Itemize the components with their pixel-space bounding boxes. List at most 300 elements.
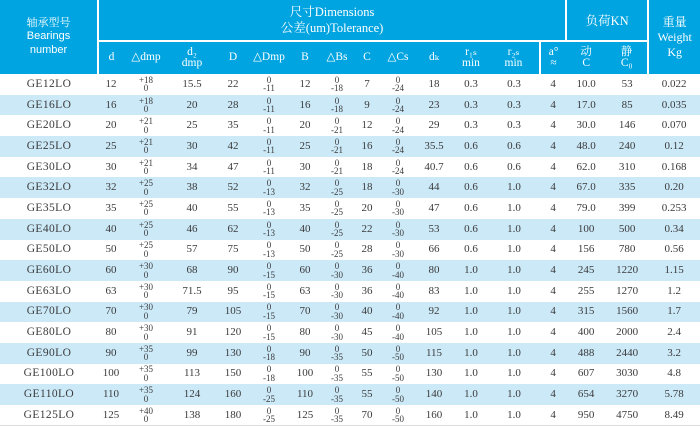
table-header [0, 0, 700, 74]
cell-dBs: 0 -35 [331, 364, 343, 383]
cell-d2dmp: 124 [183, 388, 201, 401]
cell-B: 110 [296, 388, 314, 401]
column-header-weight [648, 0, 700, 74]
cell-a: 4 [550, 305, 556, 318]
cell-weight: 0.070 [661, 119, 687, 132]
cell-weight: 2.4 [667, 326, 682, 339]
cell-dk: 92 [428, 305, 440, 318]
cell-dDmp: 0 -15 [263, 281, 275, 301]
cell-r1s-min: 1.0 [464, 326, 478, 339]
weight-header-zh: 重量 [662, 14, 687, 29]
cell-d: 60 [105, 264, 117, 277]
bearing-model: GE63LO [26, 284, 72, 297]
cell-B: 50 [299, 243, 311, 256]
cell-dk: 83 [428, 284, 440, 297]
cell-dyn-c: 100 [577, 222, 595, 235]
bearings-header-zh: 轴承型号 [26, 16, 71, 29]
cell-dBs: 0 -25 [331, 219, 343, 239]
cell-dk: 160 [425, 408, 443, 421]
cell-a: 4 [550, 408, 556, 421]
cell-r1s-min: 1.0 [464, 284, 478, 297]
bearing-model: GE50LO [26, 243, 72, 256]
cell-dCs: 0 -24 [392, 136, 404, 156]
cell-r1s-min: 0.6 [464, 139, 478, 152]
cell-d: 125 [102, 408, 120, 421]
cell-r1s-min: 1.0 [464, 305, 478, 318]
cell-r1s-min: 1.0 [464, 408, 478, 421]
cell-r1s-min: 0.3 [464, 77, 478, 90]
cell-d2dmp: 99 [186, 346, 198, 359]
cell-D: 150 [224, 367, 242, 380]
cell-d2dmp: 30 [186, 139, 198, 152]
column-header-a: a° ≈ [540, 41, 566, 74]
bearing-row-GE32LO [0, 177, 700, 198]
bearing-row-GE63LO [0, 281, 700, 302]
cell-r2s-min: 1.0 [507, 408, 521, 421]
column-header-r2s-min: r₂ₛ min [488, 41, 540, 74]
cell-dDmp: 0 -15 [263, 261, 275, 280]
cell-D: 160 [224, 388, 242, 401]
cell-d: 12 [105, 77, 117, 90]
cell-ddmp: +30 0 [138, 261, 154, 280]
column-header-dDmp: △Dmp [250, 41, 288, 74]
cell-stat-c0: 1220 [616, 264, 639, 277]
cell-weight: 1.15 [664, 264, 684, 277]
cell-r2s-min: 1.0 [507, 388, 521, 401]
cell-a: 4 [550, 98, 556, 111]
bearing-model: GE12LO [26, 77, 72, 90]
cell-d2dmp: 68 [186, 264, 198, 277]
cell-r2s-min: 0.6 [507, 160, 521, 173]
cell-d2dmp: 25 [186, 119, 198, 132]
cell-d: 32 [105, 181, 117, 194]
column-header-r1s-min: r₁ₛ min [454, 41, 488, 74]
cell-B: 90 [299, 346, 311, 359]
cell-ddmp: +25 0 [138, 198, 154, 218]
cell-stat-c0: 240 [618, 139, 636, 152]
cell-d: 50 [105, 243, 117, 256]
cell-d2dmp: 34 [186, 160, 198, 173]
cell-r1s-min: 0.6 [464, 222, 478, 235]
cell-C: 40 [361, 305, 373, 318]
cell-d2dmp: 113 [183, 367, 201, 380]
column-header-dk: dₖ [414, 41, 454, 74]
bearing-row-GE40LO [0, 219, 700, 240]
cell-D: 95 [227, 284, 239, 297]
column-header-D: D [216, 41, 250, 74]
cell-r1s-min: 0.3 [464, 98, 478, 111]
cell-dDmp: 0 -13 [263, 219, 275, 239]
cell-dBs: 0 -21 [331, 116, 343, 135]
cell-dyn-c: 62.0 [576, 160, 596, 173]
cell-dCs: 0 -30 [392, 240, 404, 259]
cell-dCs: 0 -30 [392, 198, 404, 218]
cell-d: 35 [105, 201, 117, 214]
cell-D: 47 [227, 160, 239, 173]
bearing-model: GE35LO [26, 201, 72, 214]
cell-dyn-c: 488 [577, 346, 595, 359]
cell-d: 40 [105, 222, 117, 235]
cell-stat-c0: 500 [618, 222, 636, 235]
cell-dk: 18 [428, 77, 440, 90]
column-header-dBs: △Bs [322, 41, 352, 74]
cell-a: 4 [550, 243, 556, 256]
weight-header-unit: Kg [667, 44, 682, 59]
cell-D: 35 [227, 119, 239, 132]
load-header-label: 负荷KN [585, 14, 629, 28]
cell-B: 30 [299, 160, 311, 173]
cell-dk: 47 [428, 201, 440, 214]
cell-C: 18 [361, 160, 373, 173]
cell-r2s-min: 1.0 [507, 243, 521, 256]
cell-r2s-min: 1.0 [507, 201, 521, 214]
cell-d2dmp: 40 [186, 201, 198, 214]
cell-C: 16 [361, 139, 373, 152]
bearing-model: GE100LO [23, 367, 75, 380]
cell-a: 4 [550, 346, 556, 359]
cell-dDmp: 0 -18 [263, 364, 275, 383]
cell-dBs: 0 -18 [331, 95, 343, 115]
cell-stat-c0: 2440 [616, 346, 639, 359]
cell-dBs: 0 -25 [331, 240, 343, 259]
cell-d: 90 [105, 346, 117, 359]
cell-dk: 66 [428, 243, 440, 256]
cell-B: 100 [296, 367, 314, 380]
cell-d2dmp: 20 [186, 98, 198, 111]
cell-r1s-min: 0.6 [464, 160, 478, 173]
cell-a: 4 [550, 367, 556, 380]
cell-C: 18 [361, 181, 373, 194]
cell-dk: 35.5 [424, 139, 444, 152]
cell-r1s-min: 1.0 [464, 367, 478, 380]
cell-C: 36 [361, 264, 373, 277]
bearing-row-GE80LO [0, 322, 700, 343]
cell-r2s-min: 1.0 [507, 181, 521, 194]
column-header-C: C [352, 41, 382, 74]
bearing-model: GE70LO [26, 305, 72, 318]
cell-ddmp: +35 0 [138, 364, 154, 383]
cell-dCs: 0 -40 [392, 302, 404, 321]
cell-r2s-min: 0.3 [507, 98, 521, 111]
cell-dBs: 0 -30 [331, 281, 343, 301]
cell-weight: 5.78 [664, 388, 684, 401]
cell-dCs: 0 -50 [392, 364, 404, 383]
cell-D: 180 [224, 408, 242, 421]
cell-C: 22 [361, 222, 373, 235]
cell-dCs: 0 -40 [392, 261, 404, 280]
cell-dBs: 0 -30 [331, 261, 343, 280]
cell-B: 12 [299, 77, 311, 90]
cell-C: 9 [364, 98, 370, 111]
cell-dBs: 0 -35 [331, 405, 343, 425]
cell-ddmp: +21 0 [138, 157, 154, 177]
cell-dk: 29 [428, 119, 440, 132]
cell-dyn-c: 48.0 [576, 139, 596, 152]
cell-r1s-min: 1.0 [464, 388, 478, 401]
bearing-model: GE60LO [26, 264, 72, 277]
cell-dk: 105 [425, 326, 443, 339]
cell-dk: 53 [428, 222, 440, 235]
cell-stat-c0: 146 [618, 119, 636, 132]
cell-stat-c0: 2000 [616, 326, 639, 339]
cell-a: 4 [550, 77, 556, 90]
cell-B: 40 [299, 222, 311, 235]
cell-D: 22 [227, 77, 239, 90]
cell-dBs: 0 -35 [331, 385, 343, 404]
cell-dDmp: 0 -11 [263, 157, 275, 177]
bearing-model: GE25LO [26, 139, 72, 152]
cell-r1s-min: 0.6 [464, 201, 478, 214]
bearing-row-GE16LO [0, 95, 700, 116]
cell-C: 36 [361, 284, 373, 297]
cell-a: 4 [550, 119, 556, 132]
cell-r2s-min: 1.0 [507, 367, 521, 380]
cell-ddmp: +35 0 [138, 385, 154, 404]
cell-dyn-c: 30.0 [576, 119, 596, 132]
cell-dyn-c: 79.0 [576, 201, 596, 214]
column-header-stat-c0: 静 C₀ [606, 41, 648, 74]
cell-dDmp: 0 -15 [263, 302, 275, 321]
cell-ddmp: +25 0 [138, 240, 154, 259]
cell-dDmp: 0 -15 [263, 323, 275, 342]
cell-d: 25 [105, 139, 117, 152]
subheader-row [0, 41, 700, 74]
cell-C: 45 [361, 326, 373, 339]
cell-dk: 115 [425, 346, 443, 359]
cell-r2s-min: 1.0 [507, 305, 521, 318]
cell-dk: 44 [428, 181, 440, 194]
column-header-d2dmp: d₂ dmp [168, 41, 216, 74]
dimensions-header-line1: 尺寸Dimensions [289, 5, 375, 19]
cell-stat-c0: 399 [618, 201, 636, 214]
cell-dyn-c: 67.0 [576, 181, 596, 194]
cell-B: 125 [296, 408, 314, 421]
bearing-row-GE30LO [0, 157, 700, 178]
cell-dyn-c: 654 [577, 388, 595, 401]
cell-dyn-c: 950 [577, 408, 595, 421]
cell-D: 28 [227, 98, 239, 111]
group-header-dimensions [98, 0, 566, 41]
cell-dCs: 0 -24 [392, 95, 404, 115]
cell-d2dmp: 91 [186, 326, 198, 339]
cell-B: 25 [299, 139, 311, 152]
cell-C: 7 [364, 77, 370, 90]
cell-a: 4 [550, 201, 556, 214]
cell-a: 4 [550, 388, 556, 401]
bearing-row-GE25LO [0, 136, 700, 157]
cell-stat-c0: 4750 [616, 408, 639, 421]
bearing-row-GE50LO [0, 240, 700, 261]
cell-ddmp: +21 0 [138, 116, 154, 135]
cell-stat-c0: 780 [618, 243, 636, 256]
cell-d2dmp: 46 [186, 222, 198, 235]
cell-C: 70 [361, 408, 373, 421]
cell-weight: 1.2 [667, 284, 682, 297]
cell-d: 20 [105, 119, 117, 132]
cell-dDmp: 0 -11 [263, 136, 275, 156]
bearing-row-GE20LO [0, 115, 700, 136]
bearing-row-GE125LO [0, 405, 700, 426]
cell-dDmp: 0 -25 [263, 405, 275, 425]
cell-C: 50 [361, 346, 373, 359]
cell-stat-c0: 335 [618, 181, 636, 194]
cell-stat-c0: 310 [618, 160, 636, 173]
cell-D: 55 [227, 201, 239, 214]
cell-stat-c0: 3270 [616, 388, 639, 401]
cell-dDmp: 0 -11 [263, 74, 275, 94]
cell-d: 16 [105, 98, 117, 111]
cell-D: 120 [224, 326, 242, 339]
cell-dDmp: 0 -18 [263, 343, 275, 363]
cell-weight: 0.035 [661, 98, 687, 111]
cell-ddmp: +30 0 [138, 323, 154, 342]
cell-ddmp: +21 0 [138, 136, 154, 156]
cell-d: 70 [105, 305, 117, 318]
cell-dDmp: 0 -13 [263, 198, 275, 218]
cell-dyn-c: 245 [577, 264, 595, 277]
cell-r1s-min: 0.3 [464, 119, 478, 132]
column-header-bearings-number [0, 0, 98, 74]
cell-D: 75 [227, 243, 239, 256]
cell-dBs: 0 -30 [331, 323, 343, 342]
cell-weight: 0.20 [664, 181, 684, 194]
column-header-dyn-c: 动 C [566, 41, 606, 74]
cell-ddmp: +25 0 [138, 219, 154, 239]
cell-dBs: 0 -35 [331, 343, 343, 363]
column-header-dCs: △Cs [382, 41, 414, 74]
bearing-model: GE30LO [26, 160, 72, 173]
bearing-row-GE35LO [0, 198, 700, 219]
cell-r1s-min: 0.6 [464, 243, 478, 256]
group-header-load-kn [566, 0, 648, 41]
cell-dDmp: 0 -11 [263, 95, 275, 115]
cell-dCs: 0 -24 [392, 157, 404, 177]
cell-ddmp: +18 0 [138, 74, 154, 94]
column-header-d: d [98, 41, 124, 74]
cell-weight: 8.49 [664, 408, 684, 421]
cell-B: 16 [299, 98, 311, 111]
cell-C: 12 [361, 119, 373, 132]
cell-stat-c0: 85 [621, 98, 633, 111]
cell-weight: 0.253 [661, 201, 687, 214]
cell-ddmp: +35 0 [138, 343, 154, 363]
cell-a: 4 [550, 139, 556, 152]
bearing-model: GE32LO [26, 181, 72, 194]
cell-dk: 40.7 [424, 160, 444, 173]
cell-dCs: 0 -24 [392, 74, 404, 94]
bearing-row-GE12LO [0, 74, 700, 95]
cell-C: 20 [361, 201, 373, 214]
cell-D: 52 [227, 181, 239, 194]
cell-d: 30 [105, 160, 117, 173]
bearing-model: GE125LO [23, 408, 75, 421]
cell-d2dmp: 71.5 [182, 284, 202, 297]
bearing-model: GE40LO [26, 222, 72, 235]
cell-a: 4 [550, 326, 556, 339]
cell-dBs: 0 -21 [331, 157, 343, 177]
cell-ddmp: +18 0 [138, 95, 154, 115]
bearing-row-GE60LO [0, 260, 700, 281]
bearing-row-GE110LO [0, 384, 700, 405]
cell-a: 4 [550, 222, 556, 235]
cell-dDmp: 0 -11 [263, 116, 275, 135]
cell-B: 80 [299, 326, 311, 339]
cell-ddmp: +30 0 [138, 302, 154, 321]
cell-B: 20 [299, 119, 311, 132]
cell-stat-c0: 3030 [616, 367, 639, 380]
bearing-model: GE20LO [26, 119, 72, 132]
cell-B: 32 [299, 181, 311, 194]
cell-dCs: 0 -40 [392, 281, 404, 301]
bearings-header-en1: Bearings [26, 30, 71, 43]
weight-header-en: Weight [657, 29, 692, 44]
cell-dDmp: 0 -13 [263, 240, 275, 259]
cell-a: 4 [550, 264, 556, 277]
cell-a: 4 [550, 284, 556, 297]
column-header-B: B [288, 41, 322, 74]
cell-r1s-min: 0.6 [464, 181, 478, 194]
cell-dyn-c: 17.0 [576, 98, 596, 111]
cell-C: 28 [361, 243, 373, 256]
bearing-row-GE90LO [0, 343, 700, 364]
cell-dBs: 0 -25 [331, 198, 343, 218]
cell-d2dmp: 15.5 [182, 77, 202, 90]
cell-weight: 1.7 [667, 305, 682, 318]
cell-r2s-min: 1.0 [507, 346, 521, 359]
bearing-model: GE80LO [26, 326, 72, 339]
cell-d: 80 [105, 326, 117, 339]
cell-weight: 0.12 [664, 139, 684, 152]
cell-dCs: 0 -24 [392, 116, 404, 135]
cell-dyn-c: 607 [577, 367, 595, 380]
cell-D: 90 [227, 264, 239, 277]
cell-r2s-min: 1.0 [507, 264, 521, 277]
cell-dyn-c: 400 [577, 326, 595, 339]
cell-r2s-min: 0.3 [507, 119, 521, 132]
cell-d: 110 [102, 388, 120, 401]
cell-dBs: 0 -18 [331, 74, 343, 94]
cell-weight: 4.8 [667, 367, 682, 380]
cell-ddmp: +30 0 [138, 281, 154, 301]
cell-dDmp: 0 -25 [263, 385, 275, 404]
cell-stat-c0: 1560 [616, 305, 639, 318]
cell-r2s-min: 1.0 [507, 284, 521, 297]
cell-C: 55 [361, 367, 373, 380]
cell-dk: 23 [428, 98, 440, 111]
cell-C: 55 [361, 388, 373, 401]
cell-D: 105 [224, 305, 242, 318]
cell-dk: 140 [425, 388, 443, 401]
header-row-groups [0, 0, 700, 41]
bearing-model: GE16LO [26, 98, 72, 111]
dimensions-header-line2: 公差(um)Tolerance) [280, 21, 384, 35]
cell-ddmp: +40 0 [138, 405, 154, 425]
bearing-model: GE90LO [26, 346, 72, 359]
column-header-ddmp: △dmp [124, 41, 168, 74]
cell-ddmp: +25 0 [138, 178, 154, 197]
bearing-row-GE70LO [0, 302, 700, 323]
cell-r1s-min: 1.0 [464, 264, 478, 277]
cell-D: 42 [227, 139, 239, 152]
cell-d2dmp: 57 [186, 243, 198, 256]
cell-D: 62 [227, 222, 239, 235]
cell-weight: 0.56 [664, 243, 684, 256]
cell-dCs: 0 -40 [392, 323, 404, 342]
cell-B: 60 [299, 264, 311, 277]
cell-B: 70 [299, 305, 311, 318]
cell-dyn-c: 10.0 [576, 77, 596, 90]
cell-r2s-min: 1.0 [507, 222, 521, 235]
